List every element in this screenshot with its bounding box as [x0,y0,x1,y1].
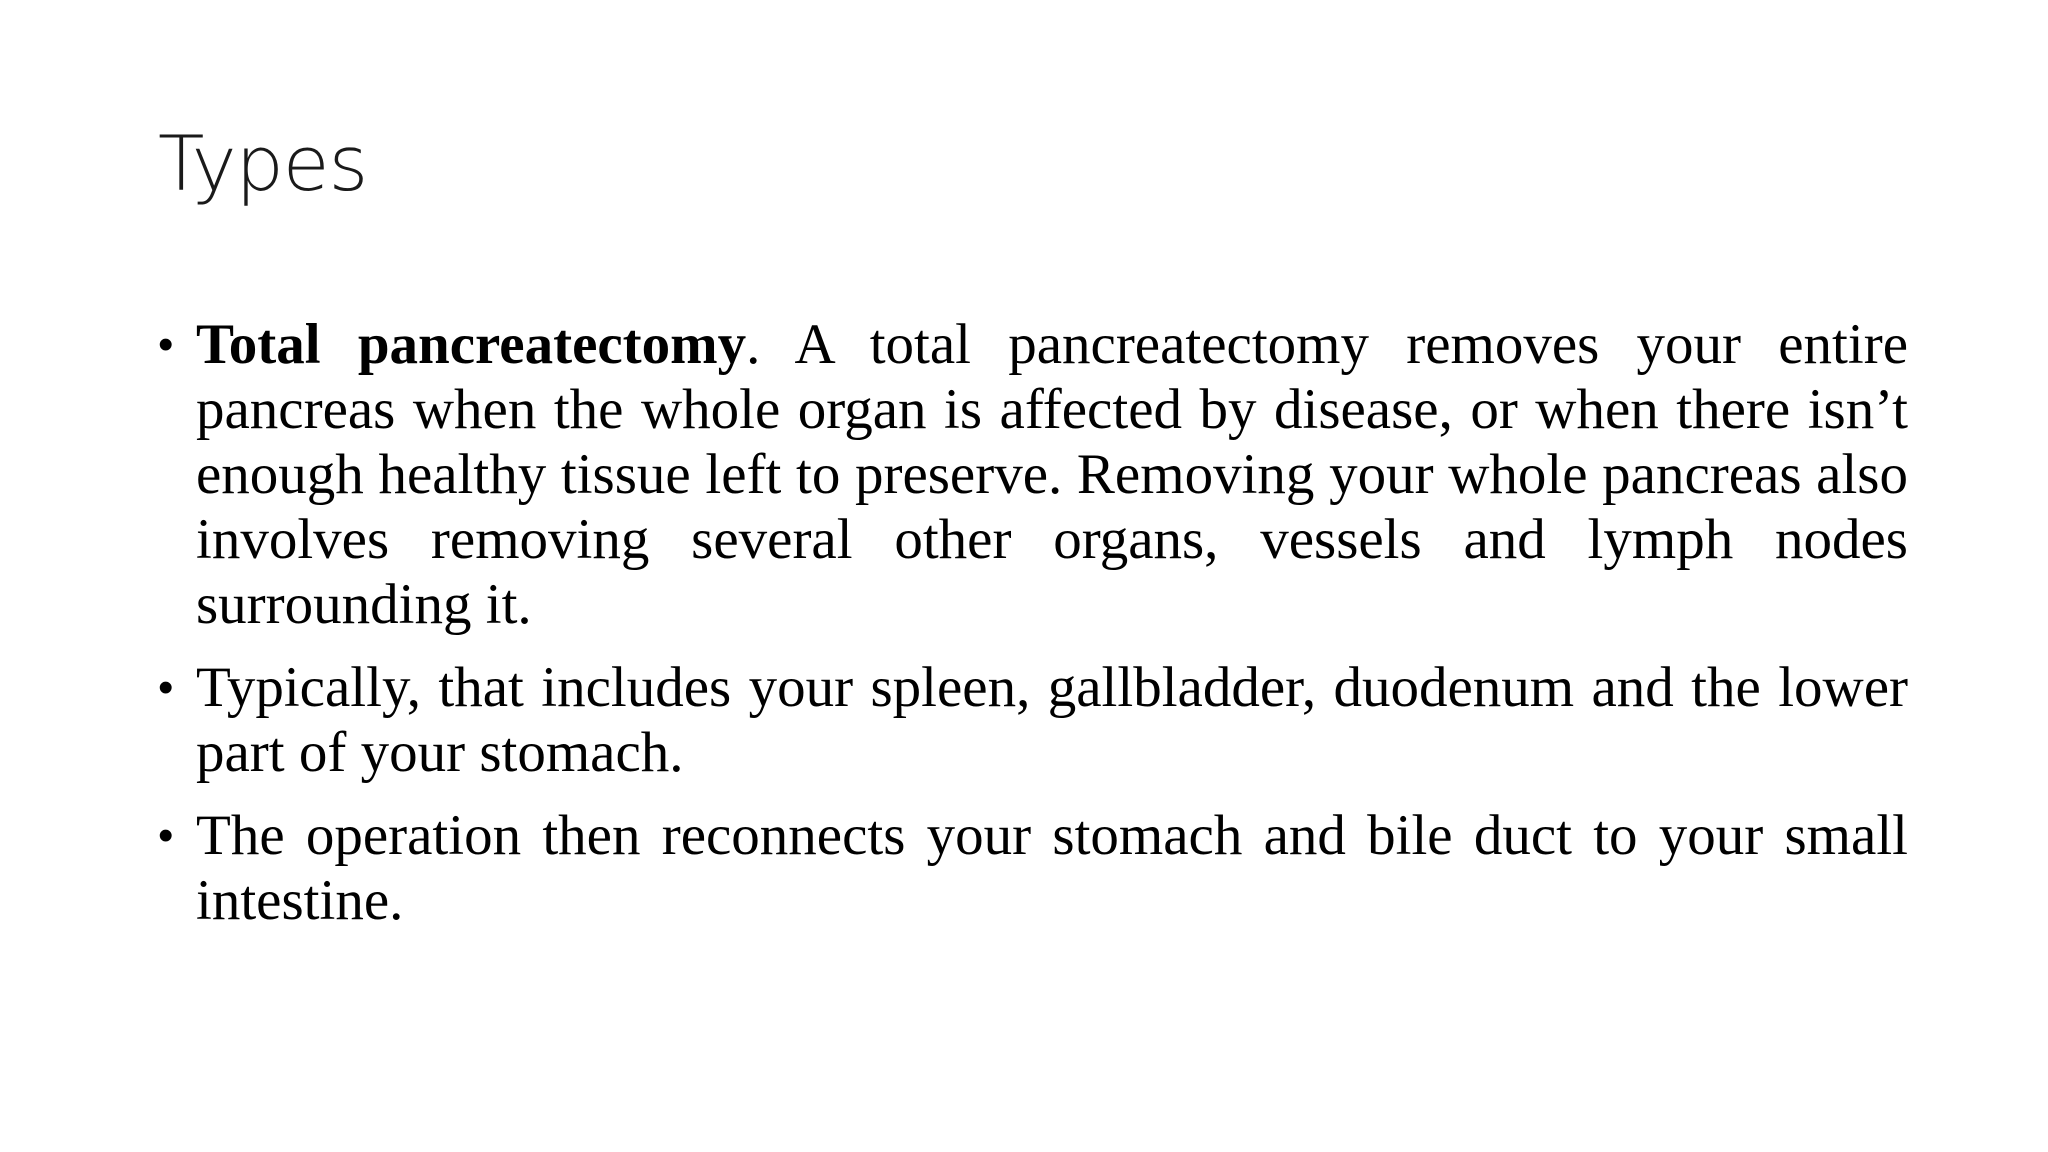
bullet-icon: • [158,663,174,712]
bullet-item-organs-removed [158,655,1908,785]
bullet-text: . A total pancreatectomy removes your entire pancreas when the whole organ is affected by disease, or when there isn’t enough healthy tissue left to preserve. Removing your whole pancreas also involves removing several other organs, vessels and lymph nodes surrounding it. [196,313,1908,636]
bullet-item-total-pancreatectomy [158,312,1908,637]
bullet-icon: • [158,320,174,369]
bullet-lead-term: Total pancreatectomy [196,313,747,376]
bullet-text: The operation then reconnects your stomach and bile duct to your small intestine. [196,804,1908,932]
bullet-list [158,312,1908,951]
bullet-icon: • [158,811,174,860]
bullet-text: Typically, that includes your spleen, gallbladder, duodenum and the lower part of your stomach. [196,656,1908,784]
bullet-item-reconnection [158,803,1908,933]
slide-title: Types [158,119,368,208]
